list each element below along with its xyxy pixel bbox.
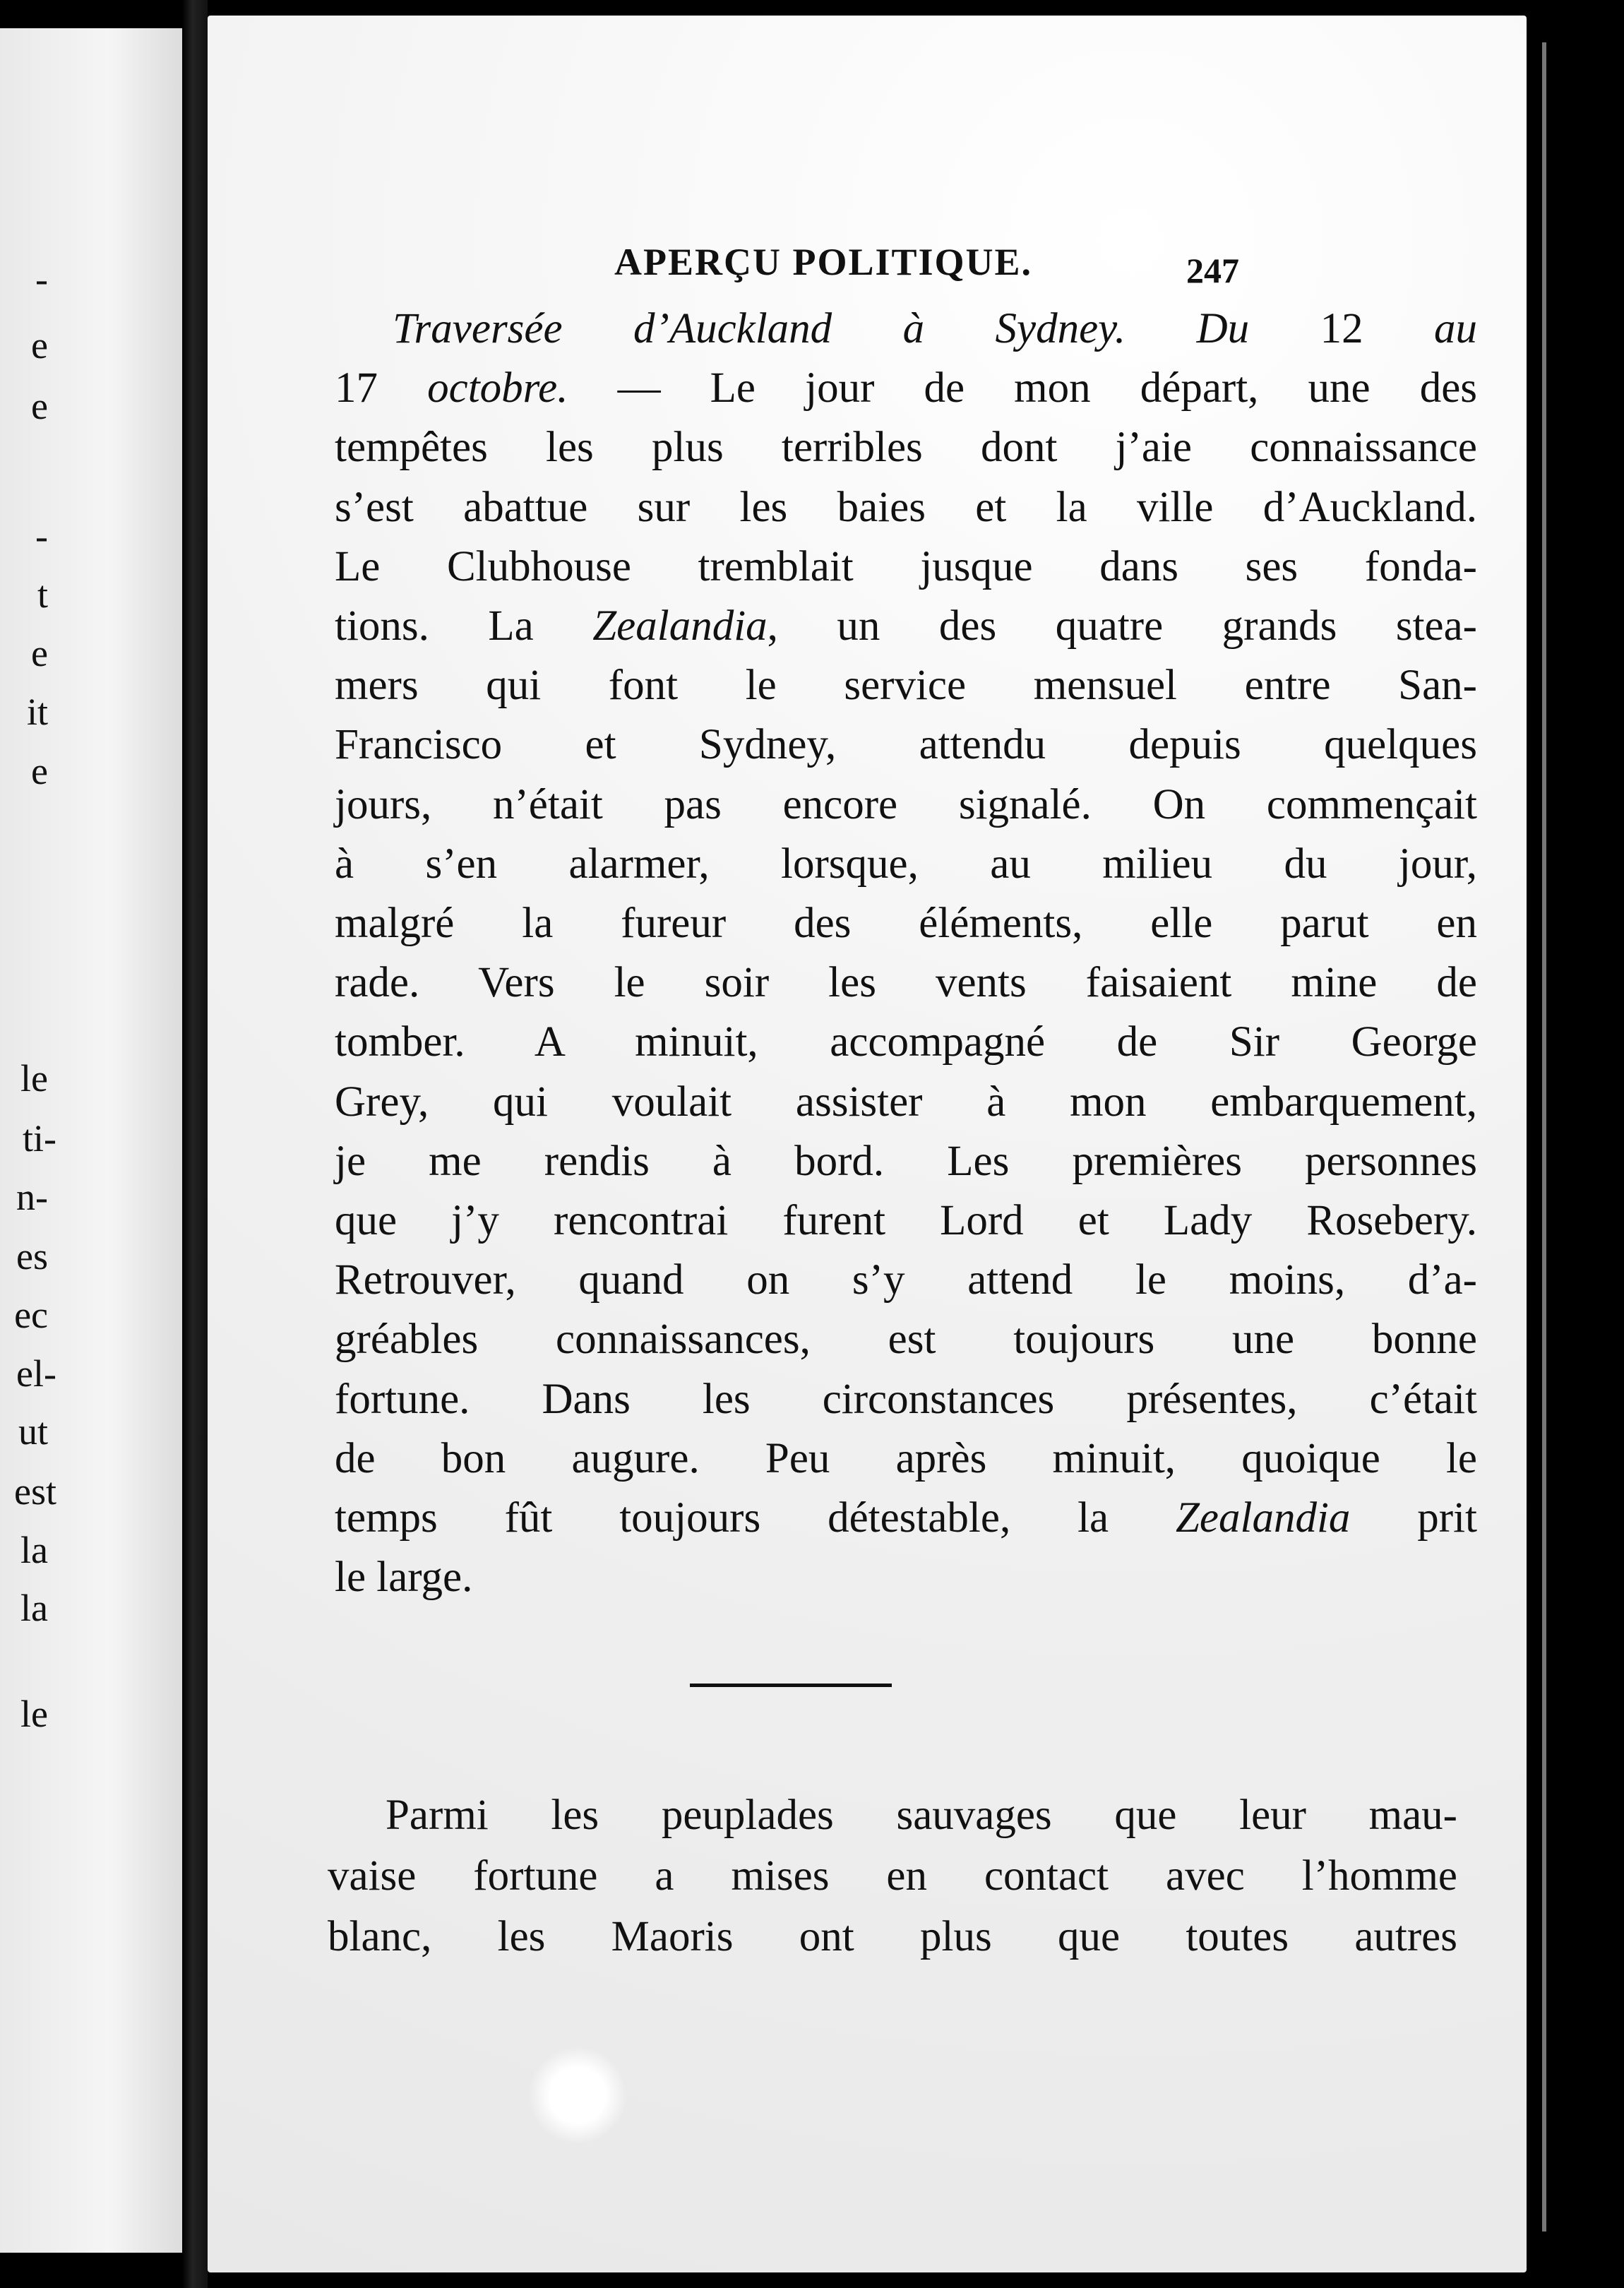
text-run: rade. Vers le soir les vents faisaient mine de xyxy=(335,959,1477,1007)
text-line xyxy=(335,775,1477,835)
text-line: blanc, les Maoris ont plus que toutes autres xyxy=(328,1913,1457,1960)
text-line xyxy=(335,537,1477,597)
text-run: — Le jour de mon départ, une des xyxy=(568,364,1478,412)
left-page-fragment: - xyxy=(35,515,48,557)
text-run: que j’y rencontrai furent Lord et Lady Rosebery. xyxy=(335,1197,1477,1245)
text-run: 12 xyxy=(1249,305,1434,352)
text-run: malgré la fureur des éléments, elle parut en xyxy=(335,900,1477,948)
text-run: Grey, qui voulait assister à mon embarquement, xyxy=(335,1078,1477,1126)
left-page-fragment: ut xyxy=(18,1410,48,1453)
left-page-fragment: est xyxy=(14,1470,56,1513)
text-run: s’est abattue sur les baies et la ville d’Auckland. xyxy=(335,483,1477,531)
left-page-fragment: la xyxy=(20,1529,48,1571)
text-line xyxy=(335,1251,1477,1310)
text-run: mers qui font le service mensuel entre San- xyxy=(335,662,1477,710)
text-run: , un des quatre grands stea- xyxy=(767,602,1477,650)
text-line xyxy=(335,715,1477,775)
left-page-fragment: es xyxy=(16,1235,48,1277)
left-page-fragment: e xyxy=(31,750,48,792)
text-line xyxy=(335,597,1477,656)
text-line xyxy=(335,1073,1477,1132)
left-page-fragment: e xyxy=(31,385,48,427)
page-number: 247 xyxy=(1186,251,1239,290)
text-line xyxy=(335,1132,1477,1191)
italic-text: au xyxy=(1434,305,1477,352)
left-page-fragment: e xyxy=(31,632,48,674)
text-run: à s’en alarmer, lorsque, au milieu du jour, xyxy=(335,840,1477,888)
left-facing-page xyxy=(0,28,182,2253)
text-line xyxy=(335,1370,1477,1429)
text-line xyxy=(335,1013,1477,1072)
page-edge-strip xyxy=(1542,42,1546,2232)
left-page-fragment: la xyxy=(20,1587,48,1629)
left-page-fragment: e xyxy=(31,324,48,367)
text-run: gréables connaissances, est toujours une bonne xyxy=(335,1316,1477,1364)
text-line xyxy=(335,894,1477,953)
left-page-fragment: ti- xyxy=(23,1117,56,1160)
text-line xyxy=(335,359,1477,418)
text-run: 17 xyxy=(335,364,428,412)
left-page-fragment: t xyxy=(37,573,48,616)
text-line xyxy=(335,1429,1477,1489)
text-run: Le Clubhouse tremblait jusque dans ses fonda- xyxy=(335,542,1477,590)
section-divider-rule xyxy=(690,1684,892,1687)
text-line xyxy=(335,299,1477,359)
text-line xyxy=(335,1489,1477,1548)
text-run: je me rendis à bord. Les premières personnes xyxy=(335,1137,1477,1185)
page-header xyxy=(208,240,1527,290)
text-run: Retrouver, quand on s’y attend le moins, d’a- xyxy=(335,1256,1477,1304)
text-line xyxy=(335,1310,1477,1369)
left-page-fragment: n- xyxy=(16,1176,48,1218)
text-line xyxy=(335,478,1477,537)
text-run: tempêtes les plus terribles dont j’aie connaissance xyxy=(335,424,1477,472)
paper-stain xyxy=(528,2046,627,2145)
text-run: fortune. Dans les circonstances présentes, c’était xyxy=(335,1375,1477,1423)
italic-text: Zealandia xyxy=(592,602,768,650)
text-line: Parmi les peuplades sauvages que leur mau- xyxy=(386,1792,1457,1839)
left-page-fragment: el- xyxy=(16,1352,56,1395)
text-line xyxy=(335,656,1477,715)
text-run: le large. xyxy=(335,1554,473,1602)
left-page-fragment: it xyxy=(26,691,48,733)
text-run: temps fût toujours détestable, la xyxy=(335,1494,1176,1542)
italic-text: Traversée d’Auckland à Sydney. Du xyxy=(393,305,1250,352)
page-gutter xyxy=(182,0,208,2288)
paragraph-1 xyxy=(335,299,1477,1607)
paragraph-2 xyxy=(328,1785,1457,1967)
running-head: APERÇU POLITIQUE. xyxy=(614,241,1033,283)
scan-border xyxy=(1527,0,1624,2288)
left-page-fragment: ec xyxy=(14,1294,48,1336)
text-run: prit xyxy=(1350,1494,1477,1542)
text-line xyxy=(335,835,1477,894)
text-line xyxy=(335,1191,1477,1251)
italic-text: octobre. xyxy=(427,364,568,412)
text-run: tions. La xyxy=(335,602,593,650)
text-run: de bon augure. Peu après minuit, quoique le xyxy=(335,1434,1477,1482)
text-line: vaise fortune a mises en contact avec l’homme xyxy=(328,1852,1457,1900)
text-line xyxy=(335,1548,1477,1607)
text-line xyxy=(335,418,1477,477)
text-run: Francisco et Sydney, attendu depuis quelques xyxy=(335,721,1477,769)
text-run: tomber. A minuit, accompagné de Sir George xyxy=(335,1018,1477,1066)
left-page-fragment: le xyxy=(20,1057,48,1100)
left-page-fragment: le xyxy=(20,1693,48,1735)
italic-text: Zealandia xyxy=(1176,1494,1351,1542)
left-page-fragment: - xyxy=(35,258,48,300)
text-run: jours, n’était pas encore signalé. On commençait xyxy=(335,780,1477,828)
text-line xyxy=(335,953,1477,1013)
book-page xyxy=(208,16,1527,2272)
